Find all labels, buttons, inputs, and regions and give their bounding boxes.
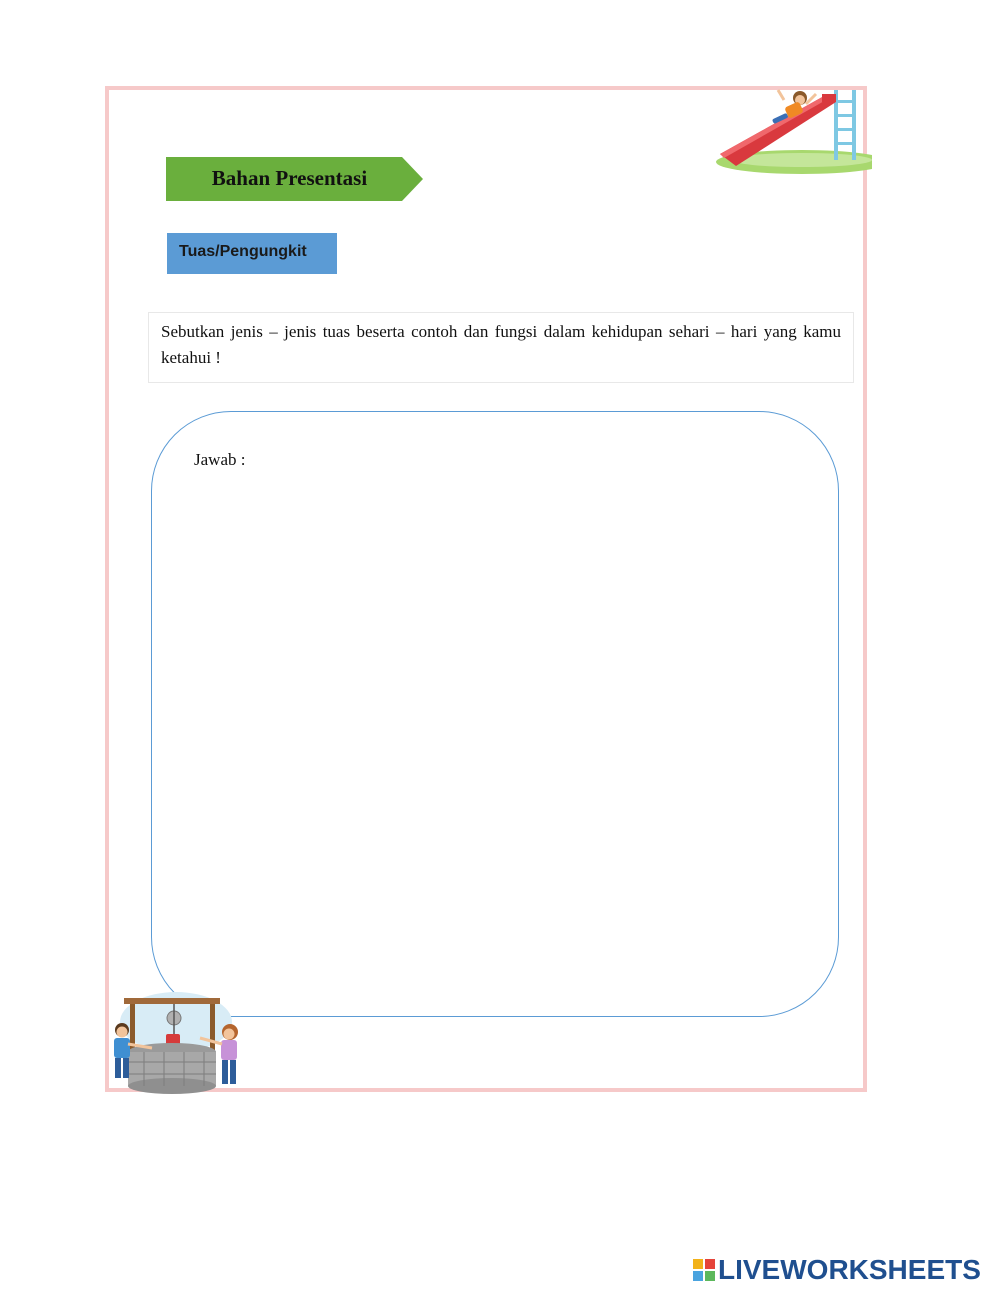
logo-text: LIVEWORKSHEETS [718, 1254, 981, 1285]
page-title: Bahan Presentasi [211, 166, 368, 190]
child-on-slide-illustration [712, 86, 872, 178]
children-at-well-illustration [104, 990, 254, 1096]
answer-textbox[interactable] [151, 411, 839, 1017]
topic-label: Tuas/Pengungkit [167, 233, 337, 274]
answer-label: Jawab : [194, 450, 246, 469]
logo-icon [693, 1259, 715, 1281]
question-text: Sebutkan jenis – jenis tuas beserta contoh dan fungsi dalam kehidupan sehari – hari yang kamu ketahui ! [148, 312, 854, 383]
liveworksheets-logo [693, 1254, 981, 1286]
title-banner [166, 157, 423, 201]
